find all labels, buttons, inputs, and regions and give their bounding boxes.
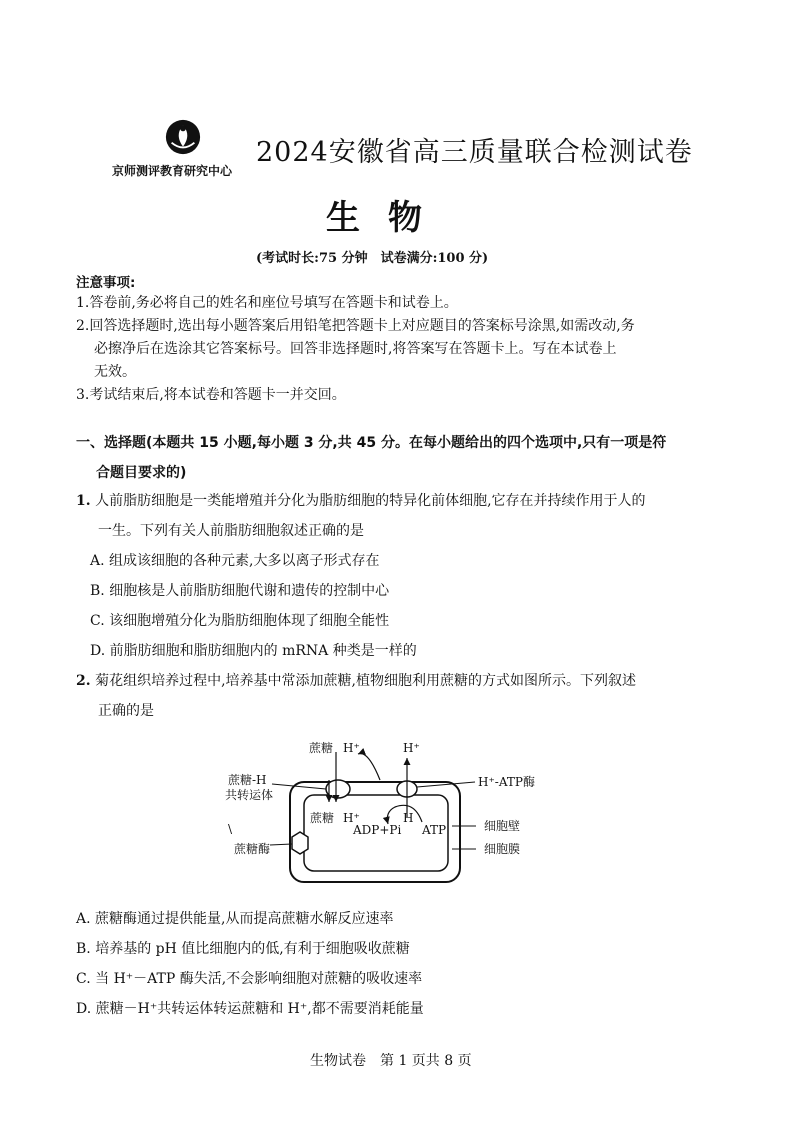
option-d: D. 蔗糖－H⁺共转运体转运蔗糖和 H⁺,都不需要消耗能量 <box>76 1001 424 1017</box>
question-stem: 一生。下列有关人前脂肪细胞叙述正确的是 <box>98 523 364 539</box>
label-sucrose-outside: 蔗糖 <box>309 741 334 755</box>
question-2-options <box>76 904 716 1024</box>
question-1 <box>76 486 716 666</box>
option-a: A. 组成该细胞的各种元素,大多以离子形式存在 <box>90 553 380 569</box>
option-b: B. 细胞核是人前脂肪细胞代谢和遗传的控制中心 <box>90 583 390 599</box>
question-stem: 菊花组织培养过程中,培养基中常添加蔗糖,植物细胞利用蔗糖的方式如图所示。下列叙述 <box>95 673 636 689</box>
svg-text:\: \ <box>228 822 233 836</box>
question-stem: 正确的是 <box>98 703 154 719</box>
question-2 <box>76 666 716 726</box>
question-number: 2. <box>76 673 91 689</box>
option-c: C. 该细胞增殖分化为脂肪细胞体现了细胞全能性 <box>90 613 390 629</box>
page-footer: 生物试卷 第 1 页共 8 页 <box>310 1053 472 1069</box>
label-atp: ATP <box>422 823 447 837</box>
sucrase-shape <box>292 832 308 854</box>
exam-title: 2024安徽省高三质量联合检测试卷 <box>256 137 693 168</box>
label-atpase: H⁺-ATP酶 <box>478 775 535 789</box>
notice-list <box>76 292 706 407</box>
sucrose-transport-diagram <box>200 732 600 902</box>
section-line: 一、选择题(本题共 15 小题,每小题 3 分,共 45 分。在每小题给出的四个选项中,只有一项是符 <box>76 435 667 451</box>
notice-item: 无效。 <box>94 364 136 380</box>
question-number: 1. <box>76 493 91 509</box>
option-c: C. 当 H⁺－ATP 酶失活,不会影响细胞对蔗糖的吸收速率 <box>76 971 423 987</box>
label-h-outside-left: H⁺ <box>343 741 360 755</box>
option-a: A. 蔗糖酶通过提供能量,从而提高蔗糖水解反应速率 <box>76 911 394 927</box>
notice-item: 3.考试结束后,将本试卷和答题卡一并交回。 <box>76 387 346 403</box>
label-sucrose-inside: 蔗糖 <box>310 811 335 825</box>
question-stem: 人前脂肪细胞是一类能增殖并分化为脂肪细胞的特异化前体细胞,它存在并持续作用于人的 <box>95 493 646 509</box>
notice-heading: 注意事项: <box>76 275 136 291</box>
label-cell-membrane: 细胞膜 <box>484 842 521 856</box>
notice-item: 1.答卷前,务必将自己的姓名和座位号填写在答题卡和试卷上。 <box>76 295 458 311</box>
option-b: B. 培养基的 pH 值比细胞内的低,有利于细胞吸收蔗糖 <box>76 941 410 957</box>
label-cell-wall: 细胞壁 <box>484 819 521 833</box>
notice-item: 2.回答选择题时,选出每小题答案后用铅笔把答题卡上对应题目的答案标号涂黑,如需改动,务 <box>76 318 635 334</box>
section-heading <box>76 428 716 488</box>
exam-info: (考试时长:75 分钟 试卷满分:100 分) <box>256 251 489 266</box>
label-h-outside-right: H⁺ <box>403 741 420 755</box>
label-cotransporter-2: 共转运体 <box>225 788 274 802</box>
label-adp: ADP+Pi <box>353 823 402 837</box>
label-h-inside-right: H <box>403 811 414 825</box>
label-sucrase: 蔗糖酶 <box>234 842 271 856</box>
subject-title: 生物 <box>326 198 450 238</box>
logo-text: 京师测评教育研究中心 <box>112 164 233 178</box>
label-h-inside-left: H⁺ <box>343 811 360 825</box>
notice-item: 必擦净后在选涂其它答案标号。回答非选择题时,将答案写在答题卡上。写在本试卷上 <box>94 341 617 357</box>
publisher-logo <box>112 118 260 180</box>
section-line: 合题目要求的) <box>96 465 187 481</box>
logo-emblem-icon <box>164 118 202 156</box>
label-cotransporter: 蔗糖-H <box>228 773 267 787</box>
option-d: D. 前脂肪细胞和脂肪细胞内的 mRNA 种类是一样的 <box>90 643 417 659</box>
